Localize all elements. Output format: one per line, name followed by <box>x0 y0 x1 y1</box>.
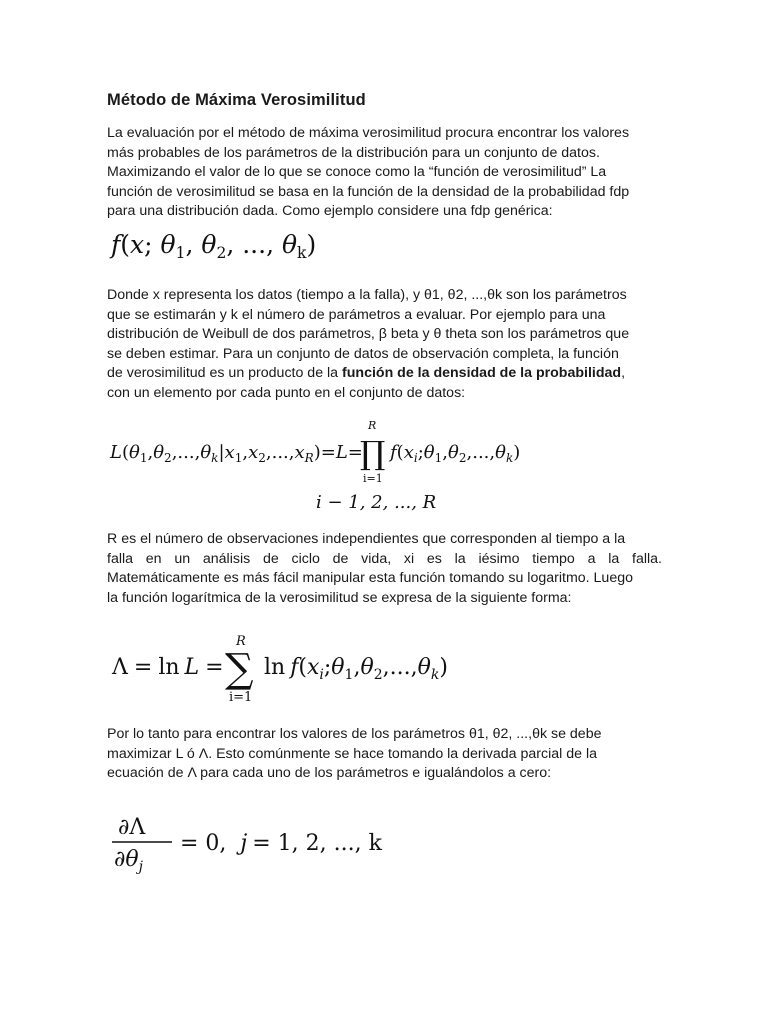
equation-log-likelihood <box>112 632 472 705</box>
text-line: R es el número de observaciones independientes que corresponden al tiempo a la <box>107 531 626 547</box>
svg-text:= 0,j= 1, 2, ..., k: = 0, j = 1, 2, ..., k <box>180 831 382 856</box>
text-line: la función logarítmica de la verosimilitud se expresa de la siguiente forma: <box>107 589 572 606</box>
text-line: se deben estimar. Para un conjunto de datos de observación completa, la función <box>107 345 619 362</box>
text-line: La evaluación por el método de máxima verosimilitud procura encontrar los valores <box>107 125 630 141</box>
paragraph-intro <box>107 124 662 222</box>
svg-text:∑: ∑ <box>225 646 254 692</box>
svg-text:i=1: i=1 <box>363 472 383 485</box>
text-line: función de verosimilitud se basa en la función de la densidad de la probabilidad fdp <box>107 183 630 200</box>
text-line: que se estimarán y k el número de parámetros a evaluar. Por ejemplo para una <box>107 306 606 323</box>
svg-text:lnf(xi;θ1,θ2,...,θk): $\ln f(x_i;\theta_1,\theta_2,...,\theta_k)$ <box>264 655 448 683</box>
svg-text:f(xi;θ1,θ2,...,θk): $f(x_i;\theta_1,\theta_2,...,\theta_k)$ <box>390 442 521 465</box>
text-line: más probables de los parámetros de la distribución para un conjunto de datos. <box>107 144 600 161</box>
svg-text:∂Λ: ∂Λ <box>118 815 146 840</box>
svg-text:R: R <box>368 419 377 432</box>
text-line: de verosimilitud es un producto de la función de la densidad de la probabilidad, <box>107 365 626 382</box>
text-line: ecuación de Λ para cada uno de los parámetros e igualándolos a cero: <box>107 765 552 782</box>
svg-text:i=1: i=1 <box>229 690 253 705</box>
text-line: Matemáticamente es más fácil manipular esta función tomando su logaritmo. Luego <box>107 570 633 587</box>
document-title: Método de Máxima Verosimilitud <box>107 91 366 109</box>
text-line: falla en un análisis de ciclo de vida, xi es la iésimo tiempo a la falla. <box>107 550 662 567</box>
text-line: distribución de Weibull de dos parámetros, β beta y θ theta son los parámetros que <box>107 326 630 343</box>
equation-likelihood <box>110 416 580 516</box>
emphasis-text: función de la densidad de la probabilidad <box>342 365 622 382</box>
svg-text:∂θj: $\partial\theta_j$ <box>114 847 143 875</box>
text-line: Maximizando el valor de lo que se conoce como la “función de verosimilitud” La <box>107 164 607 181</box>
text-line: Donde x representa los datos (tiempo a la falla), y θ1, θ2, ...,θk son los parámetros <box>107 287 627 303</box>
text-line: para una distribución dada. Como ejemplo considere una fdp genérica: <box>107 203 553 220</box>
equation-pdf: f(x; $\theta_1$, $\theta_2$, ..., $\theta_k$) <box>111 230 317 263</box>
paragraph-observations <box>107 530 662 608</box>
svg-text:i − 1, 2, ..., R: i − 1, 2, ..., R <box>316 492 437 513</box>
svg-text:Λ=lnL=: Λ = ln L = <box>112 655 224 680</box>
svg-text:L(θ1,θ2,...,θk|x1,x2,...,xR)=L: $L(\theta_1,\theta_2,...,\theta_k|x_1,x_2,...,x_R)=L=$ <box>110 442 363 465</box>
svg-text:∏: ∏ <box>360 434 386 472</box>
text-line: Por lo tanto para encontrar los valores de los parámetros θ1, θ2, ...,θk se debe <box>107 726 602 742</box>
text-line: maximizar L ó Λ. Esto comúnmente se hace tomando la derivada parcial de la <box>107 745 597 762</box>
equation-partial-derivative <box>108 808 382 875</box>
paragraph-parameters <box>107 286 662 404</box>
svg-text:R: R <box>236 634 246 649</box>
text-line: con un elemento por cada punto en el conjunto de datos: <box>107 384 466 401</box>
paragraph-maximize <box>107 725 662 784</box>
